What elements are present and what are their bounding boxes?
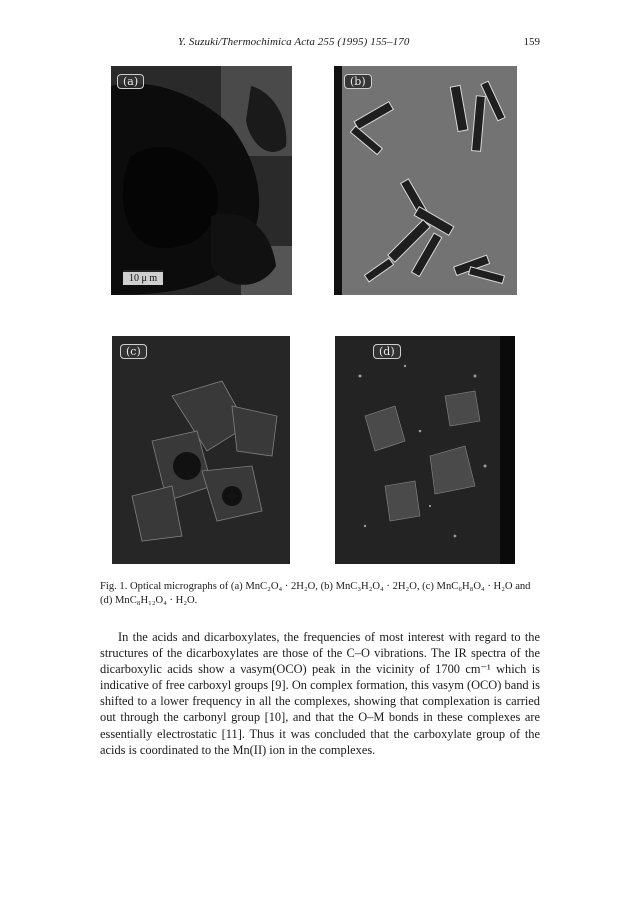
panel-label-b: (b) — [344, 74, 372, 89]
micrograph-b-image — [334, 66, 517, 295]
caption-text: Optical micrographs of (a) MnC₂O₄ · 2H₂O, (b) MnC₃H₂O₄ · 2H₂O, (c) MnC₆H₈O₄ · H₂O and (d) MnC₈H₁₂O₄ · H₂O. — [100, 581, 531, 606]
scale-bar: 10 μ m — [123, 270, 163, 285]
micrograph-d-image — [335, 336, 515, 564]
micrograph-b — [334, 66, 517, 295]
body-text — [100, 629, 540, 758]
running-title: Y. Suzuki/Thermochimica Acta 255 (1995) 155–170 — [178, 36, 410, 48]
micrograph-c — [112, 336, 290, 564]
micrograph-a — [111, 66, 292, 295]
caption-paragraph — [100, 580, 540, 608]
panel-label-a: (a) — [117, 74, 144, 89]
caption-lead: Fig. 1. — [100, 581, 128, 592]
figure-caption — [100, 580, 540, 608]
page-number: 159 — [523, 36, 540, 48]
page-header — [100, 36, 540, 52]
micrograph-a-image — [111, 66, 292, 295]
panel-label-c: (c) — [120, 344, 147, 359]
panel-label-d: (d) — [373, 344, 401, 359]
micrograph-d — [335, 336, 515, 564]
micrograph-c-image — [112, 336, 290, 564]
body-paragraph: In the acids and dicarboxylates, the frequencies of most interest with regard to the structures of the dicarboxylates are those of the C–O vibrations. The IR spectra of the dicarboxylic acids show a νasym(OCO) peak in the vicinity of 1700 cm⁻¹ which is indicative of free carboxyl groups [9]. On complex formation, this νasym (OCO) band is shifted to a lower frequency in all the complexes, showing that complexation is carried out through the carbonyl group [10], and that the O–M bonds in these complexes are essentially electrostatic [11]. Thus it was concluded that the carboxylate group of the acids is coordinated to the Mn(II) ion in the complexes. — [100, 630, 540, 757]
